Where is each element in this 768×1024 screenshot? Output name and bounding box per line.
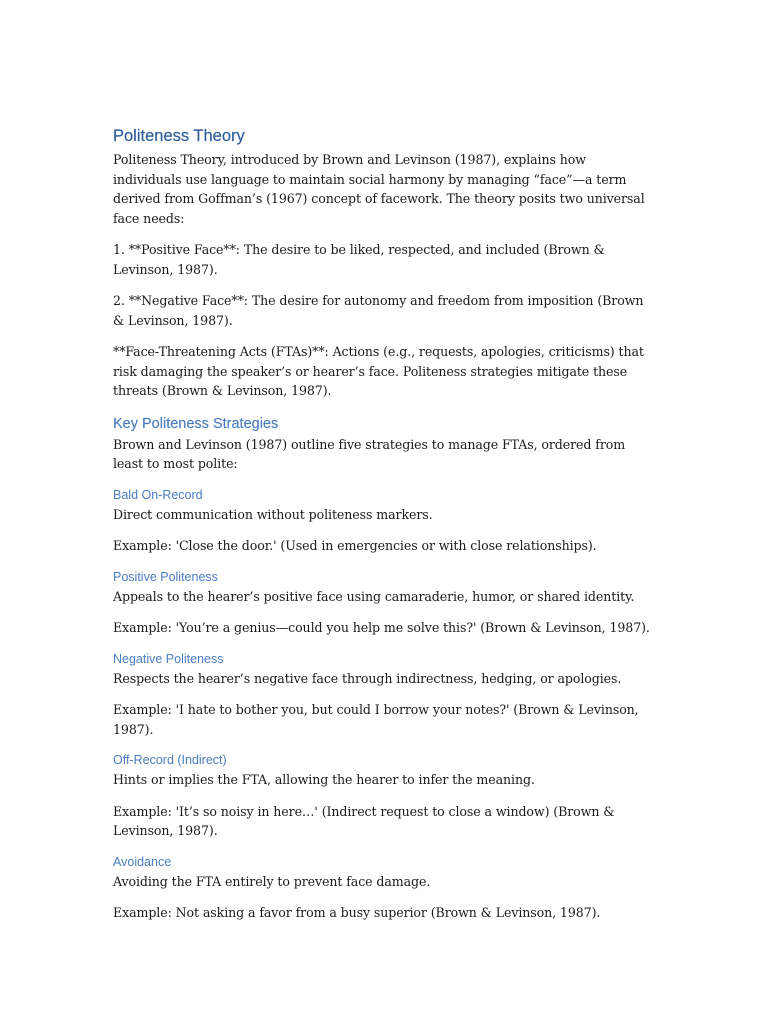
strategy-heading: Off-Record (Indirect) (113, 753, 227, 767)
strategy-heading: Avoidance (113, 854, 172, 869)
strategy-description: Appeals to the hearer’s positive face using camaraderie, humor, or shared identity. (113, 588, 635, 604)
strategy-bald-on-record (113, 487, 658, 556)
strategies-intro-paragraph: Brown and Levinson (1987) outline five strategies to manage FTAs, ordered from least to most polite: (113, 436, 626, 471)
intro-paragraph: Politeness Theory, introduced by Brown and Levinson (1987), explains how individuals use language to maintain social harmony by managing “face”—a term derived from Goffman’s (1967) concept of facework. The theory posits two universal face needs: (113, 152, 645, 226)
strategy-off-record (113, 752, 658, 841)
document-page (113, 126, 658, 935)
fta-definition-paragraph: **Face-Threatening Acts (FTAs)**: Actions (e.g., requests, apologies, criticisms) that risk damaging the speaker’s or hearer’s face. Politeness strategies mitigate these threats (Brown & Levinson, 1987). (113, 344, 644, 398)
negative-face-paragraph: 2. **Negative Face**: The desire for autonomy and freedom from imposition (Brown & Levinson, 1987). (113, 293, 644, 328)
strategy-description: Respects the hearer’s negative face through indirectness, hedging, or apologies. (113, 670, 622, 686)
strategy-avoidance (113, 854, 658, 923)
strategy-description: Direct communication without politeness markers. (113, 506, 433, 522)
strategies-heading: Key Politeness Strategies (113, 415, 279, 432)
strategy-negative-politeness (113, 651, 658, 740)
strategy-description: Hints or implies the FTA, allowing the hearer to infer the meaning. (113, 772, 535, 787)
strategy-example: Example: 'It’s so noisy in here…' (Indirect request to close a window) (Brown & Levinson, 1987). (113, 803, 615, 838)
document-title: Politeness Theory (113, 127, 245, 145)
strategy-example: Example: 'You’re a genius—could you help me solve this?' (Brown & Levinson, 1987). (113, 620, 650, 635)
strategy-heading: Bald On-Record (113, 487, 203, 502)
strategy-description: Avoiding the FTA entirely to prevent face damage. (113, 873, 431, 889)
strategy-example: Example: 'I hate to bother you, but could I borrow your notes?' (Brown & Levinson, 1987). (113, 702, 639, 737)
strategy-example: Example: 'Close the door.' (Used in emergencies or with close relationships). (113, 538, 597, 553)
strategy-heading: Negative Politeness (113, 651, 224, 666)
strategy-example: Example: Not asking a favor from a busy superior (Brown & Levinson, 1987). (113, 905, 601, 920)
strategy-heading: Positive Politeness (113, 569, 218, 584)
positive-face-paragraph: 1. **Positive Face**: The desire to be liked, respected, and included (Brown & Levinson, 1987). (113, 242, 605, 277)
strategy-positive-politeness (113, 569, 658, 638)
